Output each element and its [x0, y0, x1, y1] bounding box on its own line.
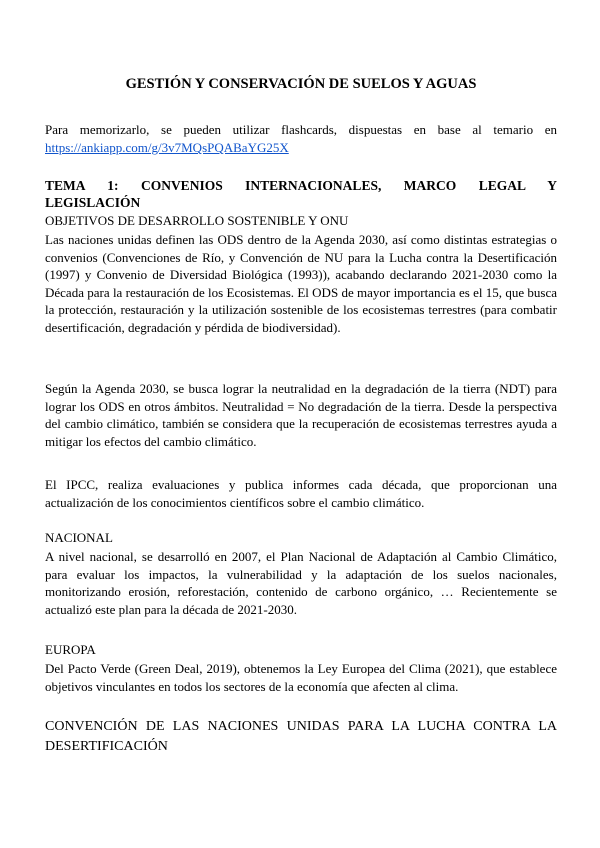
ods-heading: OBJETIVOS DE DESARROLLO SOSTENIBLE Y ONU [45, 213, 349, 228]
europa-heading: EUROPA [45, 642, 96, 657]
document-title: GESTIÓN Y CONSERVACIÓN DE SUELOS Y AGUAS [125, 76, 477, 92]
nacional-heading: NACIONAL [45, 530, 113, 545]
europa-paragraph: Del Pacto Verde (Green Deal, 2019), obtenemos la Ley Europea del Clima (2021), que establece objetivos vinculantes en todos los sectores de la economía que afecten al clima. [45, 661, 557, 694]
flashcards-link[interactable]: https://ankiapp.com/g/3v7MQsPQABaYG25X [45, 140, 289, 155]
tema-heading-line2: LEGISLACIÓN [45, 195, 141, 210]
agenda-paragraph: Según la Agenda 2030, se busca lograr la neutralidad en la degradación de la tierra (NDT) para lograr los ODS en otros ámbitos. Neutralidad = No degradación de la tierra. Desde la perspectiva del cambio climático, también se considera que la recuperación de ecosistemas terrestres ayuda a mitigar los efectos del cambio climático. [45, 381, 557, 449]
convencion-heading [45, 717, 557, 757]
nacional-paragraph: A nivel nacional, se desarrolló en 2007, el Plan Nacional de Adaptación al Cambio Climático, para evaluar los impactos, la vulnerabilidad y la adaptación de los suelos nacionales, monitorizando erosión, reforestación, contenido de carbono orgánico, … Recientemente se actualizó este plan para la década de 2021-2030. [45, 549, 557, 617]
convencion-heading-line2: DESERTIFICACIÓN [45, 739, 168, 754]
tema-heading-line1: TEMA 1: CONVENIOS INTERNACIONALES, MARCO LEGAL Y [45, 178, 557, 193]
convencion-heading-line1: CONVENCIÓN DE LAS NACIONES UNIDAS PARA LA LUCHA CONTRA LA [45, 719, 557, 734]
tema-heading [45, 177, 557, 211]
ods-paragraph: Las naciones unidas definen las ODS dentro de la Agenda 2030, así como distintas estrategias o convenios (Convenciones de Río, y Convención de NU para la Lucha contra la Desertificación (1997) y Convenio de Diversidad Biológica (1993)), acabando declarando 2021-2030 como la Década para la restauración de los Ecosistemas. El ODS de mayor importancia es el 15, que busca la protección, restauración y la utilización sostenible de los ecosistemas terrestres (para combatir desertificación, degradación y pérdida de biodiversidad). [45, 232, 557, 335]
intro-text: Para memorizarlo, se pueden utilizar flashcards, dispuestas en base al temario en [45, 122, 557, 137]
ipcc-paragraph: El IPCC, realiza evaluaciones y publica informes cada década, que proporcionan una actualización de los conocimientos científicos sobre el cambio climático. [45, 477, 557, 510]
